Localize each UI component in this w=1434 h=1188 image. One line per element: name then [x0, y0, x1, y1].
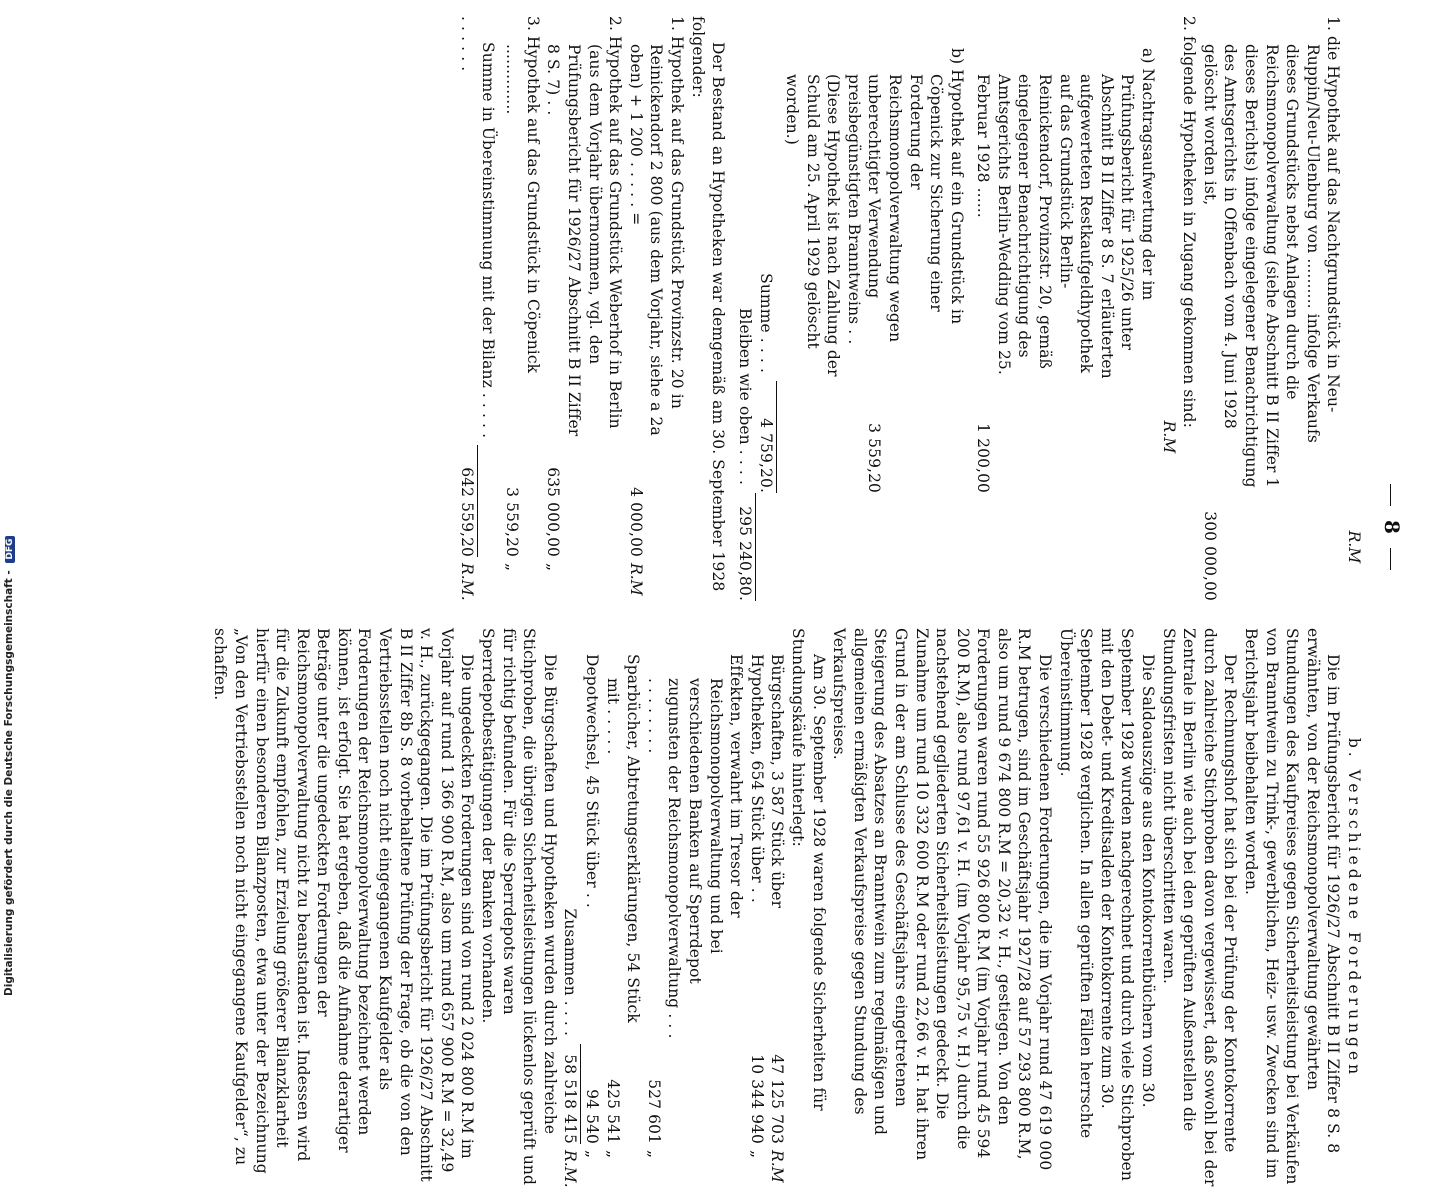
footer-credit: Digitalisierung gefördert durch die Deutsche Forschungsgemeinschaft -: [3, 570, 15, 996]
paragraph: Der Rechnungshof hat sich bei der Prüfung der Kontokorrente durch zahlreiche Stichproben davon vergewissert, daß sowohl bei der Zentrale in Berlin wie auch bei den geprüften Außenstellen die Stundungsfristen nicht überschritten waren.: [1159, 628, 1240, 1187]
bleiben-row: Bleiben wie oben . . . . 295 240,80.: [735, 307, 754, 601]
security-row-effekten: Effekten, verwahrt im Tresor der Reichsmonopolverwaltung und bei verschiedenen Banken auf Sperrdepot zugunsten der Reichsmonopolverwaltung . . . . . . . . . . . 527 601 „: [644, 654, 746, 1159]
security-row: Hypotheken, 654 Stück über . . 10 344 940 „: [747, 654, 766, 1159]
security-row: Bürgschaften, 3 587 Stück über 47 125 703 R.M: [768, 654, 787, 1183]
security-row-sparbuecher: Sparbücher, Abtretungserklärungen, 54 Stück mit . . . . . 425 541 „: [603, 654, 643, 1159]
list-item: 2. Hypothek auf das Grundstück Weberhof in Berlin (aus dem Vorjahr übernommen, vgl. den Prüfungsbericht für 1926/27 Abschnitt B II Ziffer 8 S. 7) . . 635 000,00 „: [544, 16, 625, 572]
paragraph: Am 30. September 1928 waren folgende Sicherheiten für Stundungskäufe hinterlegt:: [788, 628, 828, 1111]
list-item: 3. Hypothek auf das Grundstück in Cöpenick .............. 3 559,20 „: [503, 16, 542, 572]
paragraph: Die im Prüfungsbericht für 1926/27 Abschnitt B II Ziffer 8 S. 8 erwähnten, von der Reichsmonopolverwaltung gewährten Stundungen des Kaufpreises gegen Sicherheitsleistung bei Verkäufen von Branntwein zu Trink-, gewerblichen, Heiz- usw. Zwecken sind im Berichtsjahr beibehalten worden.: [1242, 628, 1343, 1185]
item-1-text: die Hypothek auf das Nachtgrundstück in Neu-Ruppin/Neu-Ulenburg von .......... infolge Verkaufs dieses Grundstücks nebst Anlagen durch die Reichsmonopolverwaltung (siehe Abschnitt B II Ziffer 1 dieses Berichts) infolge eingelegener Benachrichtigung des Amtsgerichts in Offenbach vom 4. Juni 1928 gelöscht worden ist,: [1200, 36, 1343, 488]
item-2-text: folgende Hypotheken in Zugang gekommen sind:: [1180, 36, 1199, 428]
item-2: 2. folgende Hypotheken in Zugang gekommen sind:: [1180, 16, 1199, 428]
item-2b-amount: 3 559,20: [865, 423, 884, 493]
right-column: [210, 628, 1364, 1188]
item-1: 1. die Hypothek auf das Nachtgrundstück in Neu-Ruppin/Neu-Ulenburg von .......... infolge Verkaufs dieses Grundstücks nebst Anlagen durch die Reichsmonopolverwaltung (siehe Abschnitt B II Ziffer 1 dieses Berichts) infolge eingelegener Benachrichtigung des Amtsgerichts in Offenbach vom 4. Juni 1928 gelöscht worden ist, 300 000,00: [1200, 16, 1343, 601]
summe-amount: 4 759,20.: [756, 381, 778, 493]
item-2b: b) Hypothek auf ein Grundstück in Cöpenick zur Sicherung einer Forderung der Reichsmonopolverwaltung wegen unberechtigter Verwendung preisbegünstigten Branntweins . . (Diese Hypothek ist nach Zahlung der Schuld am 25. April 1929 gelöscht worden.) 3 559,20: [782, 48, 966, 493]
paragraph: Die Bürgschaften und Hypotheken wurden durch zahlreiche Stichproben, die übrigen Sicherheitsleistungen lückenlos geprüft und für richtig befunden. Für die Sperrdepots waren Sperrdepotbestätigungen der Banken vorhanden.: [479, 628, 559, 1186]
paragraph: Die Saldoauszüge aus den Kontokorrentbüchern vom 30. September 1928 wurden nachgerechnet und durch viele Stichproben mit den Debet- und Kreditsalden der Kontokorrente zum 30. September 1928 verglichen. In allen geprüften Fällen herrschte Übereinstimmung.: [1056, 628, 1158, 1181]
security-row-depotwechsel: Depotwechsel, 45 Stück über . . 94 540 „: [583, 654, 602, 1159]
item-1-amount: 300 000,00: [1200, 511, 1219, 601]
footer-strip: [0, 0, 18, 1000]
paragraph: Die ungedeckten Forderungen sind von rund 2 024 800 R.M im Vorjahr auf rund 1 366 900 R.M, also um rund 657 900 R.M = 32,49 v. H., zurückgegangen. Die im Prüfungsbericht für 1926/27 Abschnitt B II Ziffer 8b S. 8 vorbehaltene Prüfung der Frage, ob die von den Vertriebsstellen noch nicht eingegangenen Kaufgelder als Forderungen der Reichsmonopolverwaltung bezeichnet werden können, ist erfolgt. Sie hat ergeben, daß die Aufnahme derartiger Beträge unter die ungedeckten Forderungen der Reichsmonopolverwaltung nicht zu beanstanden ist. Indessen wird für die Zukunft empfohlen, zur Erzielung größerer Bilanzklarheit hierfür einen besonderen Bilanzposten, etwa unter der Bezeichnung „Von den Vertriebsstellen noch nicht eingegangene Kaufgelder“, zu schaffen.: [211, 628, 477, 1182]
paragraph: Die verschiedenen Forderungen, die im Vorjahr rund 47 619 000 R.M betrugen, sind im Geschäftsjahr 1927/28 auf 57 293 800 R.M, also um rund 9 674 800 R.M = 20,32 v. H., gestiegen. Von den Forderungen waren rund 55 926 800 R.M (im Vorjahr rund 45 594 200 R.M), also rund 97,61 v. H. (im Vorjahr 95,75 v. H.) durch die nachstehend gegliederten Sicherheitsleistungen gedeckt. Die Zunahme um rund 10 332 600 R.M oder rund 22,66 v. H. hat ihren Grund in der am Schlusse des Geschäftsjahrs eingetretenen Steigerung des Absatzes an Branntwein zum regelmäßigen und allgemeinen ermäßigten Verkaufspreise gegen Stundung des Verkaufspreises.: [830, 628, 1055, 1171]
bestand-text: Der Bestand an Hypotheken war demgemäß am 30. September 1928 folgender:: [688, 16, 728, 592]
list-item: 1. Hypothek auf das Grundstück Provinzstr. 20 in Reinickendorf 2 800 (aus dem Vorjahr, siehe a 2a oben) + 1 200 . . . . . = 4 000,00 R.M: [626, 16, 686, 596]
item-2b-text: Hypothek auf ein Grundstück in Cöpenick zur Sicherung einer Forderung der Reichsmonopolverwaltung wegen unberechtigter Verwendung preisbegünstigten Branntweins . . (Diese Hypothek ist nach Zahlung der Schuld am 25. April 1929 gelöscht worden.): [782, 69, 966, 377]
item-2-rm-row: R.M: [1159, 420, 1178, 454]
left-column: [456, 16, 1364, 601]
item-2a-amount: 1 200,00: [974, 423, 993, 493]
bleiben-amount: 295 240,80.: [734, 493, 756, 601]
dfg-logo-icon: DFG: [5, 536, 15, 563]
page-number: 8: [1380, 470, 1404, 584]
summe-uebereinstimmung: Summe in Übereinstimmung mit der Bilanz . . . . . . . . . . . 642 559,20 R.M.: [458, 16, 497, 601]
section-heading: b. Verschiedene Forderungen: [1345, 737, 1363, 1079]
item-2a: a) Nachtragsaufwertung der im Prüfungsbericht für 1925/26 unter Abschnitt B II Ziffer 8 S. 7 erläuterten aufgewerteten Restkaufgeldhypothek auf das Grundstück Berlin-Reinickendorf, Provinzstr. 20, gemäß eingelegener Benachrichtigung des Amtsgerichts Berlin-Wedding vom 25. Februar 1928 ...... 1 200,00: [974, 48, 1158, 493]
zusammen-row: Zusammen . . . . 58 518 415 R.M.: [561, 908, 580, 1188]
item-2a-text: Nachtragsaufwertung der im Prüfungsbericht für 1925/26 unter Abschnitt B II Ziffer 8 S. 7 erläuterten aufgewerteten Restkaufgeldhypothek auf das Grundstück Berlin-Reinickendorf, Provinzstr. 20, gemäß eingelegener Benachrichtigung des Amtsgerichts Berlin-Wedding vom 25. Februar 1928 ......: [974, 68, 1158, 379]
rm-header-row: R.M: [1345, 530, 1363, 564]
summe-row: Summe . . . . 4 759,20.: [757, 273, 776, 493]
